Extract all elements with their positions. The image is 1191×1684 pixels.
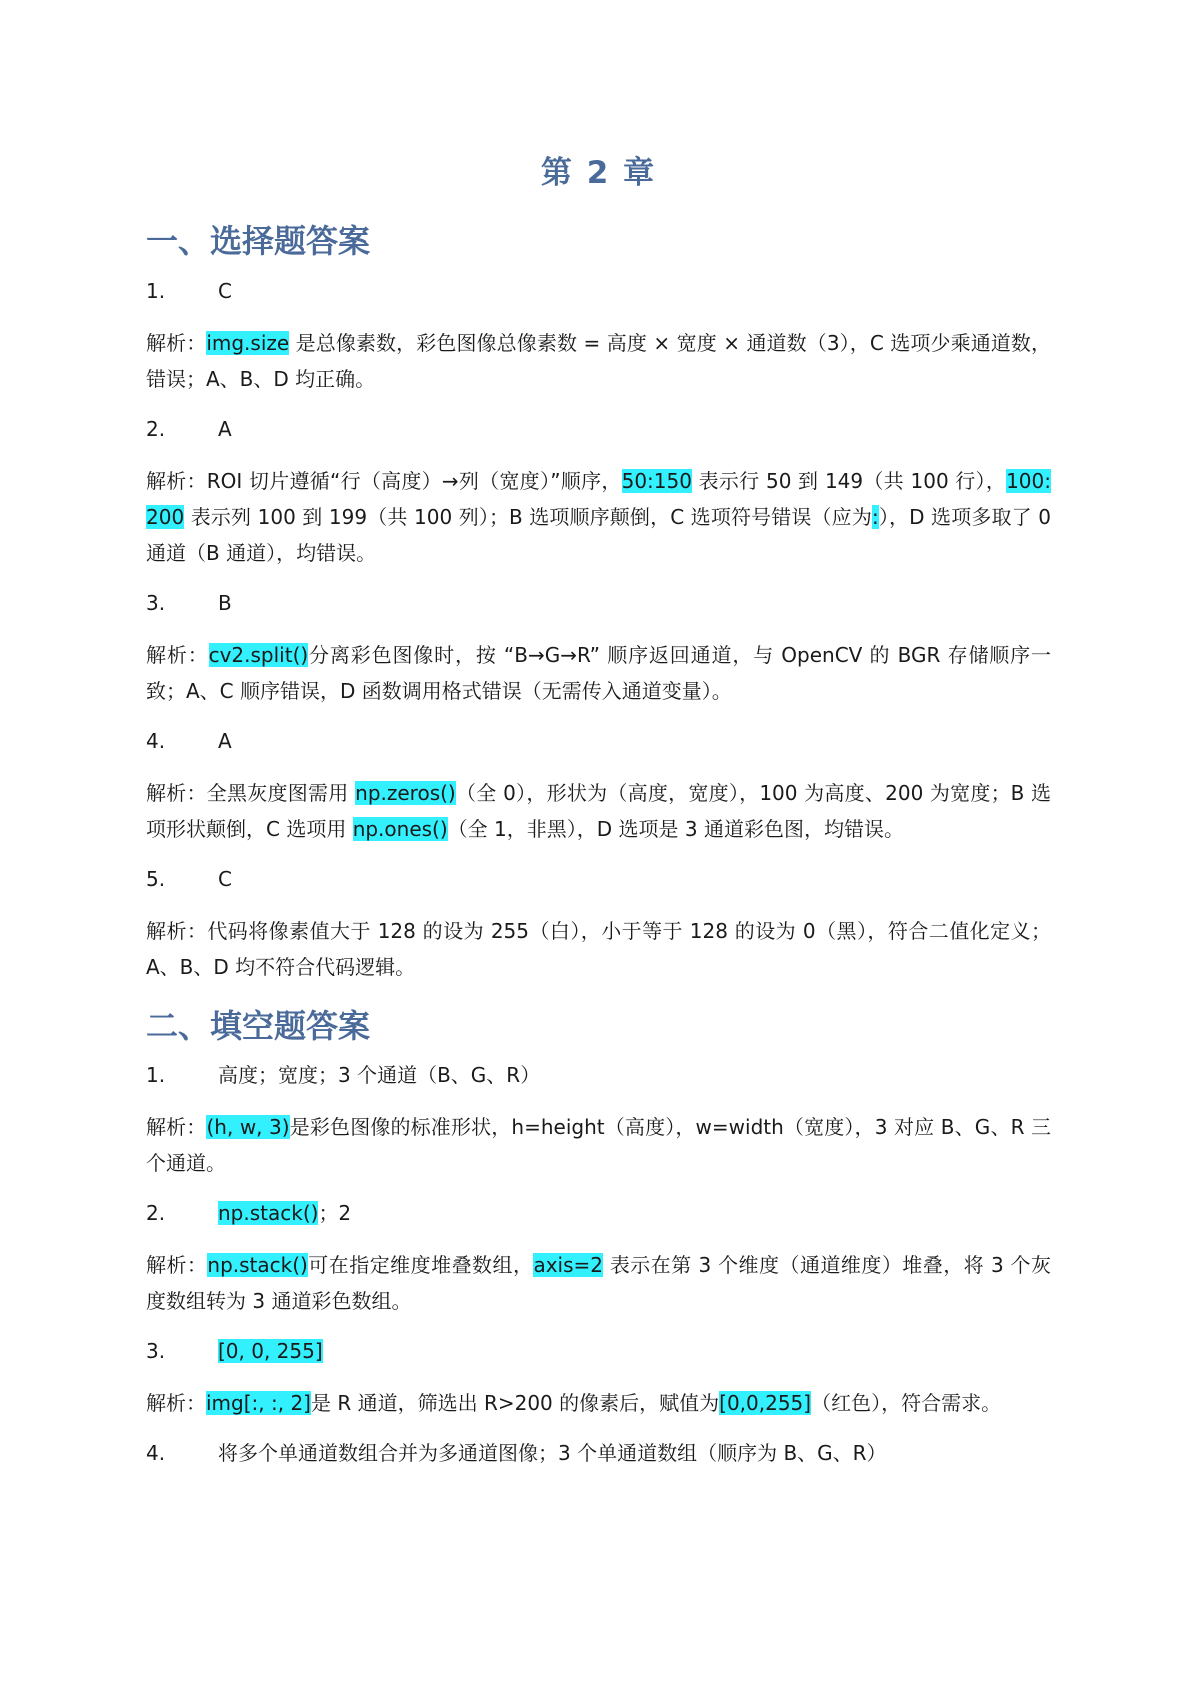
answer-line	[146, 415, 1051, 443]
highlighted-code: [0, 0, 255]	[218, 1338, 323, 1363]
text-run: 解析：代码将像素值大于 128 的设为 255（白），小于等于 128 的设为 0（黑），符合二值化定义；A、B、D 均不符合代码逻辑。	[146, 918, 1051, 979]
item-answer	[218, 1439, 887, 1467]
answer-line	[146, 727, 1051, 755]
text-run: 表示行 50 到 149（共 100 行），	[691, 468, 1007, 493]
document-page	[146, 155, 1051, 1487]
item-number: 2.	[146, 1200, 166, 1225]
explanation	[146, 463, 1051, 571]
explanation	[146, 637, 1051, 709]
answer-line	[146, 1061, 1051, 1089]
text-run: 解析：	[146, 1114, 207, 1139]
item-number: 1.	[146, 1062, 166, 1087]
answer-line	[146, 1199, 1051, 1227]
item-answer: C	[218, 278, 232, 303]
text-run: 解析：ROI 切片遵循“行（高度）→列（宽度）”顺序，	[146, 468, 622, 493]
explanation	[146, 1385, 1051, 1421]
text-run: 将多个单通道数组合并为多通道图像；3 个单通道数组（顺序为 B、G、R）	[218, 1440, 887, 1465]
chapter-title: 第 2 章	[540, 155, 657, 191]
answer-line	[146, 277, 1051, 305]
item-answer: A	[218, 728, 232, 753]
text-run: （全 1，非黑），D 选项是 3 通道彩色图，均错误。	[447, 816, 904, 841]
item-answer: C	[218, 866, 232, 891]
item-answer: A	[218, 416, 232, 441]
highlighted-code: np.stack()	[218, 1200, 319, 1225]
text-run: ），D 选项多取了 0 通道（B 通道），均错误。	[146, 504, 1051, 565]
text-run: 表示列 100 到 199（共 100 列）；B 选项顺序颠倒，C 选项符号错误（应为	[184, 504, 872, 529]
text-run: 解析：全黑灰度图需用	[146, 780, 356, 805]
item-answer	[218, 1199, 351, 1227]
item-number: 4.	[146, 728, 166, 753]
highlighted-code: 100:200	[146, 468, 1051, 529]
item-number: 5.	[146, 866, 166, 891]
text-run: 可在指定维度堆叠数组，	[307, 1252, 534, 1277]
text-run: 解析：	[146, 1252, 208, 1277]
text-run: 解析：	[146, 330, 207, 355]
text-run: 表示在第 3 个维度（通道维度）堆叠，将 3 个灰度数组转为 3 通道彩色数组。	[146, 1252, 1051, 1313]
highlighted-code: [0,0,255]	[719, 1390, 812, 1415]
text-run: 解析：	[146, 1390, 206, 1415]
item-answer	[218, 1337, 323, 1365]
item-number: 4.	[146, 1440, 166, 1465]
item-number: 1.	[146, 278, 166, 303]
item-answer	[218, 1061, 540, 1089]
text-run: 是彩色图像的标准形状，h=height（高度），w=width（宽度），3 对应 B、G、R 三个通道。	[146, 1114, 1052, 1175]
section-heading-fill: 二、填空题答案	[146, 1006, 371, 1045]
explanation	[146, 1247, 1051, 1319]
section-heading-choice: 一、选择题答案	[146, 222, 371, 261]
text-run: （红色），符合需求。	[811, 1390, 1002, 1415]
text-run: （全 0），形状为（高度，宽度），100 为高度、200 为宽度；B 选项形状颠倒，C 选项用	[146, 780, 1051, 841]
text-run: 高度；宽度；3 个通道（B、G、R）	[218, 1062, 541, 1087]
highlighted-code: np.stack()	[207, 1252, 308, 1277]
text-run: 是总像素数，彩色图像总像素数 = 高度 × 宽度 × 通道数（3），C 选项少乘通道数，错误；A、B、D 均正确。	[146, 330, 1052, 391]
explanation	[146, 913, 1051, 985]
explanation	[146, 1109, 1051, 1181]
text-run: 分离彩色图像时，按 “B→G→R” 顺序返回通道，与 OpenCV 的 BGR 存储顺序一致；A、C 顺序错误，D 函数调用格式错误（无需传入通道变量）。	[146, 642, 1052, 703]
highlighted-code: np.ones()	[352, 816, 448, 841]
item-number: 2.	[146, 416, 166, 441]
highlighted-code: img.size	[206, 330, 290, 355]
text-run: ；2	[318, 1200, 352, 1225]
highlighted-code: axis=2	[533, 1252, 604, 1277]
text-run: 是 R 通道，筛选出 R>200 的像素后，赋值为	[310, 1390, 720, 1415]
item-number: 3.	[146, 590, 166, 615]
item-answer: B	[218, 590, 232, 615]
highlighted-code: (h, w, 3)	[206, 1114, 290, 1139]
highlighted-code: img[:, :, 2]	[206, 1390, 311, 1415]
highlighted-code: 50:150	[621, 468, 692, 493]
highlighted-code: :	[871, 504, 879, 529]
text-run: 解析：	[146, 642, 209, 667]
highlighted-code: np.zeros()	[355, 780, 456, 805]
answer-line	[146, 1439, 1051, 1467]
highlighted-code: cv2.split()	[208, 642, 309, 667]
answer-line	[146, 589, 1051, 617]
explanation	[146, 775, 1051, 847]
answer-line	[146, 865, 1051, 893]
answer-line	[146, 1337, 1051, 1365]
explanation	[146, 325, 1051, 397]
item-number: 3.	[146, 1338, 166, 1363]
